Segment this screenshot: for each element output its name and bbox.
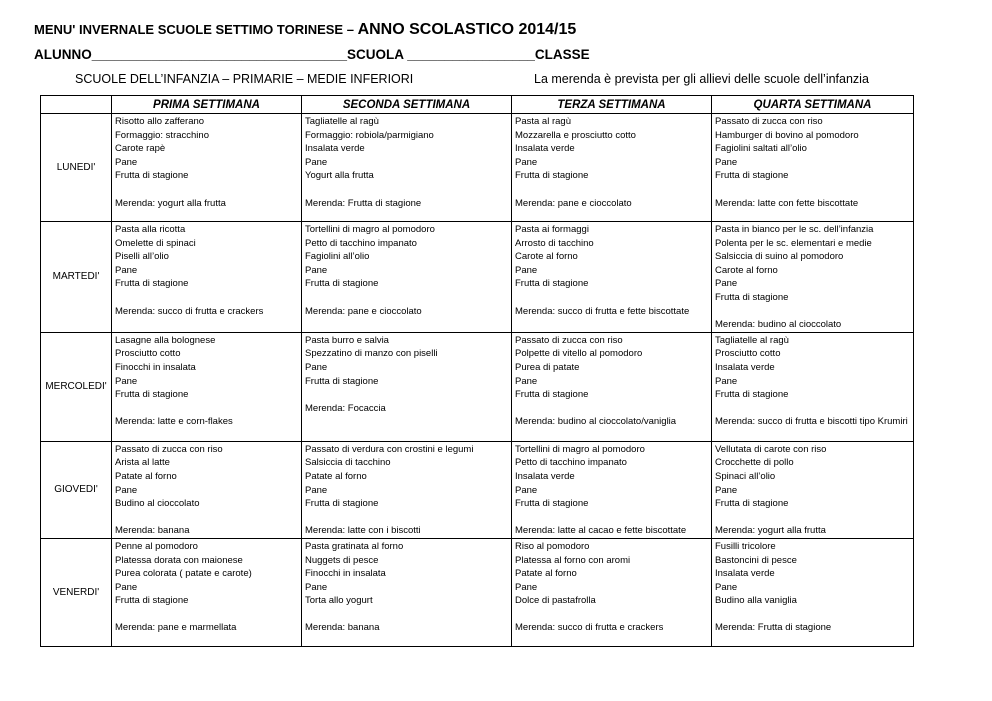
dish-item: Crocchette di pollo	[715, 457, 794, 469]
cell-spacer	[515, 608, 709, 622]
dish-item: Pane	[515, 581, 538, 593]
menu-cell	[302, 332, 512, 441]
dish-item: Dolce di pastafrolla	[515, 595, 596, 607]
menu-cell	[512, 114, 712, 222]
cell-spacer	[115, 511, 299, 525]
dish-item: Frutta di stagione	[715, 170, 789, 182]
snack-item: Merenda: Frutta di stagione	[305, 197, 422, 209]
day-label: LUNEDI'	[41, 114, 112, 222]
menu-cell	[712, 538, 914, 646]
dish-item: Carote al forno	[515, 251, 578, 263]
day-row	[41, 222, 914, 333]
dish-item: Yogurt alla frutta	[305, 170, 374, 182]
dish-item: Pane	[305, 361, 328, 373]
dish-item: Pane	[115, 264, 138, 276]
menu-cell	[512, 441, 712, 538]
dish-item: Frutta di stagione	[305, 375, 379, 387]
dish-item: Platessa al forno con aromi	[515, 554, 631, 566]
class-label: CLASSE	[534, 47, 590, 62]
dish-item: Pane	[715, 156, 738, 168]
dish-item: Hamburger di bovino al pomodoro	[715, 129, 859, 141]
cell-spacer	[115, 402, 299, 416]
snack-item: Merenda: yogurt alla frutta	[715, 525, 826, 537]
week-header-3: TERZA SETTIMANA	[512, 96, 712, 114]
cell-spacer	[115, 608, 299, 622]
menu-cell	[112, 441, 302, 538]
dish-item: Pane	[715, 484, 738, 496]
dish-item: Pane	[305, 156, 328, 168]
week-header-4: QUARTA SETTIMANA	[712, 96, 914, 114]
dish-item: Pane	[115, 156, 138, 168]
cell-spacer	[115, 183, 299, 197]
dish-item: Pane	[305, 484, 328, 496]
title-school-year: ANNO SCOLASTICO 2014/15	[357, 21, 577, 38]
week-header-row	[41, 96, 914, 114]
dish-item: Purea colorata ( patate e carote)	[115, 568, 252, 580]
snack-item: Merenda: banana	[305, 622, 380, 634]
dish-item: Pane	[515, 264, 538, 276]
snack-item: Merenda: succo di frutta e fette biscottate	[515, 305, 690, 317]
day-label: MERCOLEDI'	[41, 332, 112, 441]
dish-item: Frutta di stagione	[115, 278, 189, 290]
dish-item: Insalata verde	[715, 361, 775, 373]
cell-spacer	[305, 291, 509, 305]
cell-spacer	[305, 388, 509, 402]
menu-cell	[512, 222, 712, 333]
dish-item: Insalata verde	[305, 143, 365, 155]
title-main: MENU' INVERNALE SCUOLE SETTIMO TORINESE –	[34, 22, 358, 37]
menu-cell	[302, 538, 512, 646]
dish-item: Formaggio: stracchino	[115, 129, 209, 141]
snack-item: Merenda: succo di frutta e crackers	[515, 622, 664, 634]
dish-item: Riso al pomodoro	[515, 540, 590, 552]
snack-item: Merenda: pane e cioccolato	[515, 197, 632, 209]
snack-item: Merenda: pane e cioccolato	[305, 305, 422, 317]
dish-item: Frutta di stagione	[115, 595, 189, 607]
day-row	[41, 441, 914, 538]
snack-item: Merenda: latte e corn-flakes	[115, 416, 233, 428]
menu-cell	[712, 114, 914, 222]
cell-spacer	[715, 183, 911, 197]
dish-item: Nuggets di pesce	[305, 554, 379, 566]
dish-item: Prosciutto cotto	[715, 348, 781, 360]
dish-item: Spinaci all’olio	[715, 470, 776, 482]
snack-item: Merenda: budino al cioccolato/vaniglia	[515, 416, 677, 428]
dish-item: Passato di zucca con riso	[715, 116, 823, 127]
dish-item: Insalata verde	[715, 568, 775, 580]
cell-spacer	[305, 183, 509, 197]
cell-spacer	[715, 511, 911, 525]
menu-cell	[712, 222, 914, 333]
menu-cell	[302, 222, 512, 333]
dish-item: Penne al pomodoro	[115, 540, 198, 552]
menu-cell	[512, 538, 712, 646]
dish-item: Torta allo yogurt	[305, 595, 373, 607]
dish-item: Pane	[515, 156, 538, 168]
dish-item: Piselli all’olio	[115, 251, 169, 263]
schools-subtitle: SCUOLE DELL’INFANZIA – PRIMARIE – MEDIE INFERIORI	[75, 72, 414, 86]
dish-item: Omelette di spinaci	[115, 237, 196, 249]
dish-item: Salsiccia di suino al pomodoro	[715, 251, 844, 263]
cell-spacer	[715, 608, 911, 622]
dish-item: Pane	[515, 375, 538, 387]
student-label: ALUNNO	[34, 47, 92, 62]
dish-item: Carote rapè	[115, 143, 166, 155]
dish-item: Tagliatelle al ragù	[715, 334, 789, 346]
cell-spacer	[115, 291, 299, 305]
dish-item: Pane	[515, 484, 538, 496]
menu-cell	[112, 332, 302, 441]
dish-item: Petto di tacchino impanato	[515, 457, 627, 469]
dish-item: Lasagne alla bolognese	[115, 334, 216, 346]
snack-item: Merenda: Focaccia	[305, 402, 386, 414]
dish-item: Pasta burro e salvia	[305, 334, 389, 346]
dish-item: Frutta di stagione	[515, 170, 589, 182]
menu-cell	[302, 114, 512, 222]
cell-spacer	[305, 608, 509, 622]
snack-item: Merenda: budino al cioccolato	[715, 319, 842, 331]
dish-item: Polpette di vitello al pomodoro	[515, 348, 643, 360]
dish-item: Prosciutto cotto	[115, 348, 181, 360]
dish-item: Pane	[115, 484, 138, 496]
menu-cell	[112, 538, 302, 646]
dish-item: Pasta gratinata al forno	[305, 540, 404, 552]
corner-cell	[41, 96, 112, 114]
dish-item: Formaggio: robiola/parmigiano	[305, 129, 434, 141]
dish-item: Frutta di stagione	[515, 498, 589, 510]
dish-item: Pane	[115, 581, 138, 593]
snack-item: Merenda: latte al cacao e fette biscottate	[515, 525, 687, 537]
dish-item: Fagiolini saltati all’olio	[715, 143, 807, 155]
dish-item: Pane	[715, 278, 738, 290]
dish-item: Frutta di stagione	[515, 389, 589, 401]
student-blank: __________________________________	[91, 47, 348, 62]
snack-item: Merenda: latte con fette biscottate	[715, 197, 859, 209]
snack-item: Merenda: pane e marmellata	[115, 622, 237, 634]
menu-cell	[712, 332, 914, 441]
day-label: MARTEDI'	[41, 222, 112, 333]
cell-spacer	[515, 402, 709, 416]
dish-item: Finocchi in insalata	[305, 568, 386, 580]
snack-note: La merenda è prevista per gli allievi delle scuole dell’infanzia	[534, 72, 869, 86]
dish-item: Insalata verde	[515, 143, 575, 155]
dish-item: Tortellini di magro al pomodoro	[305, 224, 435, 235]
menu-cell	[712, 441, 914, 538]
snack-item: Merenda: latte con i biscotti	[305, 525, 421, 537]
dish-item: Pasta in bianco per le sc. dell’infanzia	[715, 224, 874, 235]
snack-item: Merenda: succo di frutta e biscotti tipo Krumiri	[715, 416, 908, 428]
dish-item: Pasta alla ricotta	[115, 224, 186, 235]
snack-item: Merenda: succo di frutta e crackers	[115, 305, 264, 317]
dish-item: Fusilli tricolore	[715, 540, 776, 552]
menu-cell	[112, 114, 302, 222]
cell-spacer	[305, 511, 509, 525]
document-title	[34, 21, 576, 39]
menu-table	[40, 95, 914, 647]
dish-item: Carote al forno	[715, 264, 778, 276]
dish-item: Petto di tacchino impanato	[305, 237, 417, 249]
dish-item: Frutta di stagione	[715, 291, 789, 303]
dish-item: Patate al forno	[515, 568, 577, 580]
dish-item: Pasta ai formaggi	[515, 224, 589, 235]
week-header-1: PRIMA SETTIMANA	[112, 96, 302, 114]
menu-cell	[302, 441, 512, 538]
dish-item: Frutta di stagione	[305, 498, 379, 510]
menu-body	[41, 114, 914, 647]
day-row	[41, 538, 914, 646]
dish-item: Salsiccia di tacchino	[305, 457, 391, 469]
snack-item: Merenda: banana	[115, 525, 190, 537]
dish-item: Tagliatelle al ragù	[305, 116, 379, 127]
snack-item: Merenda: Frutta di stagione	[715, 622, 832, 634]
dish-item: Patate al forno	[115, 470, 177, 482]
dish-item: Passato di zucca con riso	[115, 443, 223, 455]
dish-item: Frutta di stagione	[715, 498, 789, 510]
dish-item: Pane	[115, 375, 138, 387]
dish-item: Spezzatino di manzo con piselli	[305, 348, 438, 360]
snack-item: Merenda: yogurt alla frutta	[115, 197, 226, 209]
student-info-line	[34, 47, 590, 62]
dish-item: Finocchi in insalata	[115, 361, 196, 373]
dish-item: Vellutata di carote con riso	[715, 443, 827, 455]
dish-item: Budino alla vaniglia	[715, 595, 797, 607]
dish-item: Frutta di stagione	[115, 389, 189, 401]
day-label: GIOVEDI'	[41, 441, 112, 538]
dish-item: Passato di zucca con riso	[515, 334, 623, 346]
cell-spacer	[515, 183, 709, 197]
dish-item: Platessa dorata con maionese	[115, 554, 243, 566]
dish-item: Pane	[305, 264, 328, 276]
school-label: SCUOLA	[347, 47, 404, 62]
cell-spacer	[515, 511, 709, 525]
day-row	[41, 114, 914, 222]
dish-item: Fagiolini all’olio	[305, 251, 370, 263]
dish-item: Frutta di stagione	[305, 278, 379, 290]
cell-spacer	[715, 402, 911, 416]
dish-item: Tortellini di magro al pomodoro	[515, 443, 645, 455]
dish-item: Risotto allo zafferano	[115, 116, 205, 127]
day-row	[41, 332, 914, 441]
dish-item: Mozzarella e prosciutto cotto	[515, 129, 636, 141]
dish-item: Patate al forno	[305, 470, 367, 482]
school-blank: _________________	[403, 47, 535, 62]
dish-item: Pane	[305, 581, 328, 593]
week-header-2: SECONDA SETTIMANA	[302, 96, 512, 114]
dish-item: Purea di patate	[515, 361, 580, 373]
dish-item: Budino al cioccolato	[115, 498, 200, 510]
dish-item: Arrosto di tacchino	[515, 237, 594, 249]
cell-spacer	[515, 291, 709, 305]
dish-item: Arista al latte	[115, 457, 170, 469]
dish-item: Insalata verde	[515, 470, 575, 482]
menu-cell	[112, 222, 302, 333]
dish-item: Pane	[715, 581, 738, 593]
dish-item: Polenta per le sc. elementari e medie	[715, 237, 872, 249]
dish-item: Bastoncini di pesce	[715, 554, 797, 566]
dish-item: Pane	[715, 375, 738, 387]
menu-cell	[512, 332, 712, 441]
dish-item: Passato di verdura con crostini e legumi	[305, 443, 474, 455]
dish-item: Pasta al ragù	[515, 116, 571, 127]
cell-spacer	[715, 305, 911, 319]
dish-item: Frutta di stagione	[515, 278, 589, 290]
dish-item: Frutta di stagione	[715, 389, 789, 401]
day-label: VENERDI'	[41, 538, 112, 646]
dish-item: Frutta di stagione	[115, 170, 189, 182]
